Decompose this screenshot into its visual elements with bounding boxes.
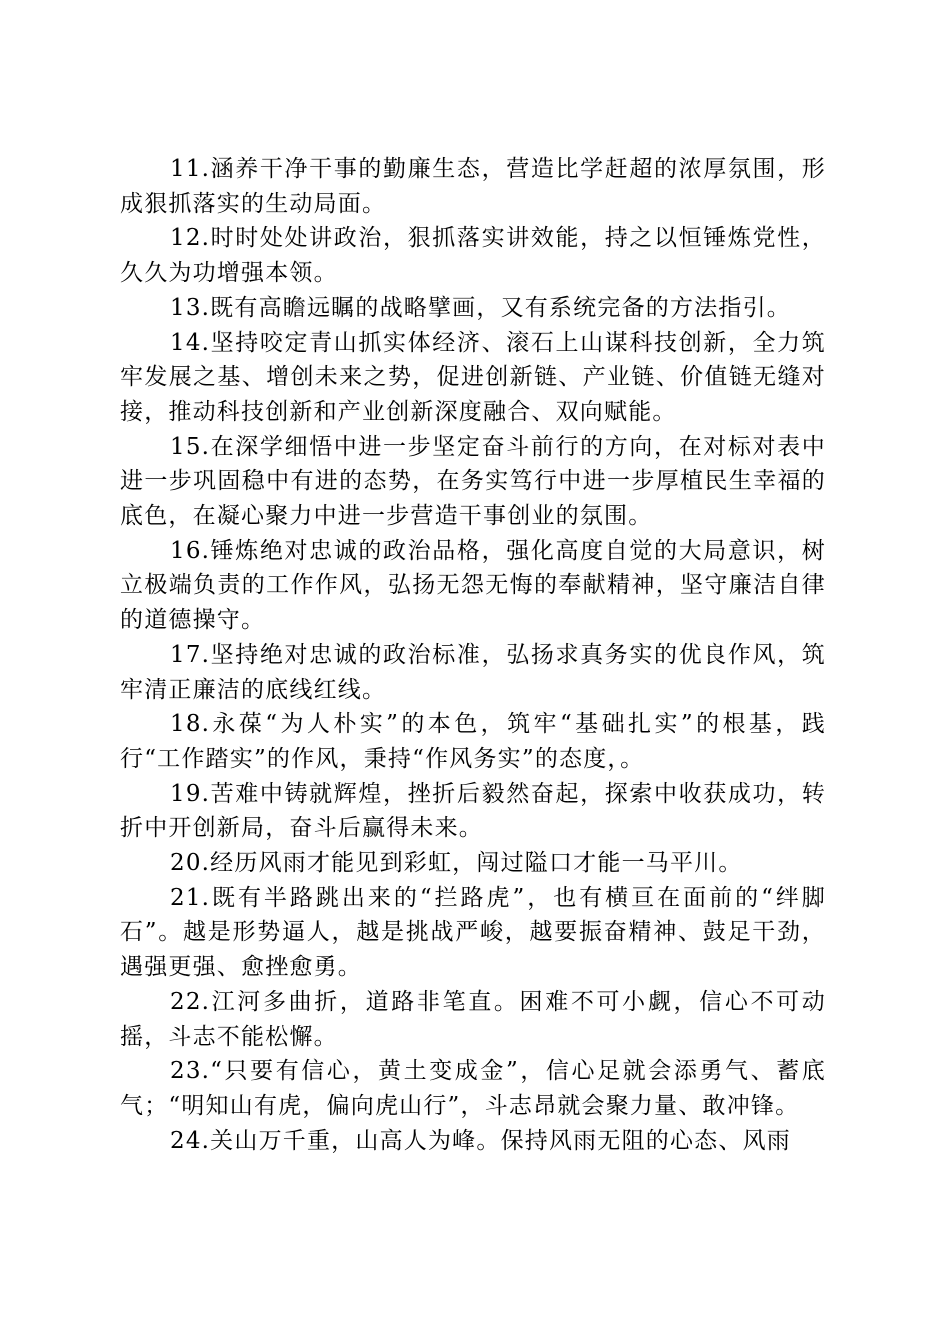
paragraph-20: 20.经历风雨才能见到彩虹，闯过隘口才能一马平川。	[170, 850, 743, 877]
paragraph-14: 14.坚持咬定青山抓实体经济、滚石上山谋科技创新，全力筑牢发展之基、增创未来之势，促进创新链、产业链、价值链无缝对接，推动科技创新和产业创新深度融合、双向赋能。	[120, 329, 826, 425]
paragraph-21: 21.既有半路跳出来的“拦路虎”，也有横亘在面前的“绊脚石”。越是形势逼人，越是挑战严峻，越要振奋精神、鼓足干劲，遇强更强、愈挫愈勇。	[120, 884, 826, 981]
paragraph-18: 18.永葆“为人朴实”的本色，筑牢“基础扎实”的根基，践行“工作踏实”的作风，秉持“作风务实”的态度，。	[120, 711, 826, 772]
paragraph-19: 19.苦难中铸就辉煌，挫折后毅然奋起，探索中收获成功，转折中开创新局，奋斗后赢得未来。	[120, 780, 826, 842]
paragraph-11: 11.涵养干净干事的勤廉生态，营造比学赶超的浓厚氛围，形成狠抓落实的生动局面。	[120, 156, 826, 217]
paragraph-17: 17.坚持绝对忠诚的政治标准，弘扬求真务实的优良作风，筑牢清正廉洁的底线红线。	[120, 641, 826, 703]
document-body	[120, 152, 826, 1158]
paragraph-12: 12.时时处处讲政治，狠抓落实讲效能，持之以恒锤炼党性，久久为功增强本领。	[120, 225, 826, 287]
paragraph-22: 22.江河多曲折，道路非笔直。困难不可小觑，信心不可动摇，斗志不能松懈。	[120, 988, 826, 1050]
paragraph-23: 23.“只要有信心，黄土变成金”，信心足就会添勇气、蓄底气；“明知山有虎，偏向虎山行”，斗志昂就会聚力量、敢冲锋。	[120, 1058, 826, 1119]
paragraph-16: 16.锤炼绝对忠诚的政治品格，强化高度自觉的大局意识，树立极端负责的工作作风，弘扬无怨无悔的奉献精神，坚守廉洁自律的道德操守。	[120, 537, 826, 634]
paragraph-13: 13.既有高瞻远瞩的战略擘画，又有系统完备的方法指引。	[170, 294, 791, 321]
paragraph-24: 24.关山万千重，山高人为峰。保持风雨无阻的心态、风雨	[170, 1127, 791, 1154]
paragraph-15: 15.在深学细悟中进一步坚定奋斗前行的方向，在对标对表中进一步巩固稳中有进的态势，在务实笃行中进一步厚植民生幸福的底色，在凝心聚力中进一步营造干事创业的氛围。	[120, 433, 826, 530]
